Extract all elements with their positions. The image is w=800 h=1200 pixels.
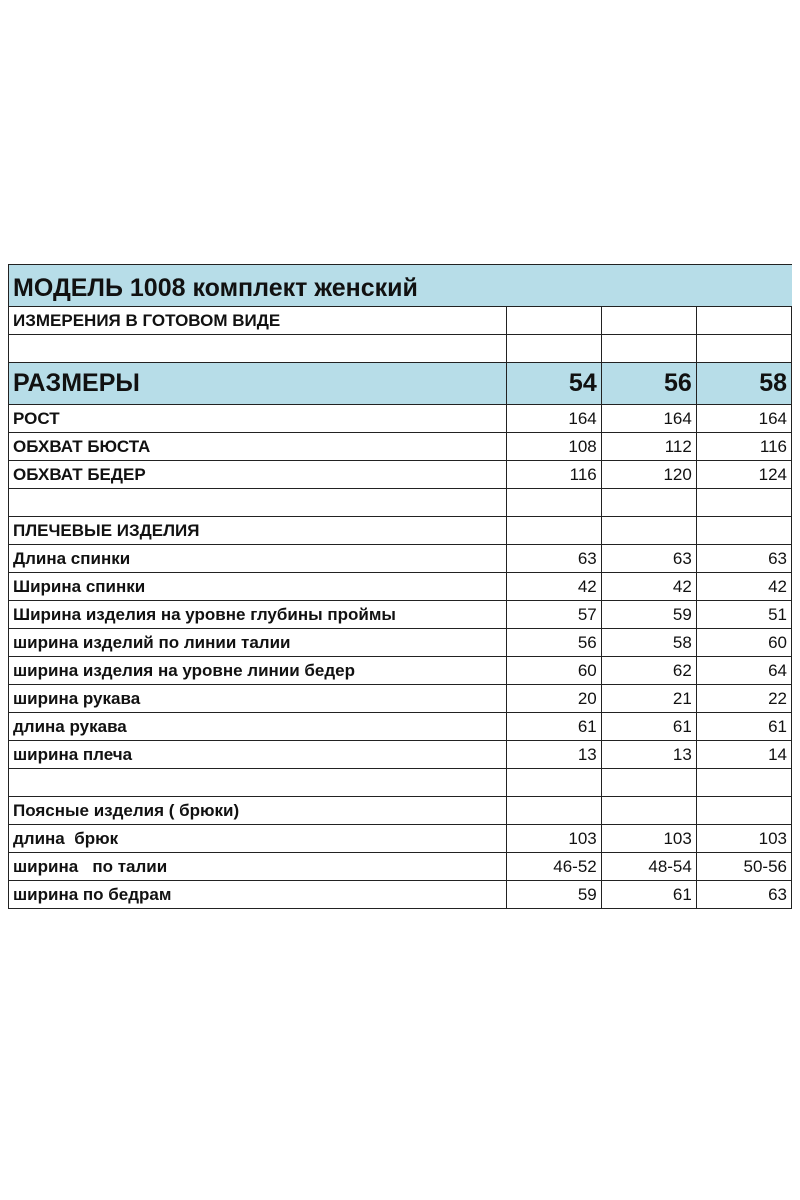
row-value: 103	[506, 825, 601, 853]
table-row	[9, 741, 792, 769]
row-label: ширина изделия на уровне линии бедер	[9, 657, 507, 685]
sizes-row	[9, 363, 792, 405]
row-value: 60	[696, 629, 791, 657]
row-value: 59	[506, 881, 601, 909]
size-header: 58	[696, 363, 791, 405]
model-title: МОДЕЛЬ 1008 комплект женский	[9, 265, 792, 307]
row-value: 13	[506, 741, 601, 769]
row-label: длина брюк	[9, 825, 507, 853]
table-row	[9, 573, 792, 601]
row-value: 108	[506, 433, 601, 461]
size-header: 54	[506, 363, 601, 405]
row-label: Длина спинки	[9, 545, 507, 573]
row-label: длина рукава	[9, 713, 507, 741]
row-value: 59	[601, 601, 696, 629]
table-row	[9, 825, 792, 853]
size-header: 56	[601, 363, 696, 405]
row-value: 57	[506, 601, 601, 629]
table-row	[9, 853, 792, 881]
table-row	[9, 433, 792, 461]
row-value: 164	[601, 405, 696, 433]
row-value: 42	[601, 573, 696, 601]
row-value: 60	[506, 657, 601, 685]
row-value: 116	[506, 461, 601, 489]
row-label: ширина рукава	[9, 685, 507, 713]
row-value: 56	[506, 629, 601, 657]
table-row	[9, 405, 792, 433]
table-row	[9, 881, 792, 909]
row-value: 120	[601, 461, 696, 489]
row-value: 103	[601, 825, 696, 853]
section-row	[9, 517, 792, 545]
row-value: 63	[506, 545, 601, 573]
row-value: 112	[601, 433, 696, 461]
row-label: ширина по бедрам	[9, 881, 507, 909]
row-value: 21	[601, 685, 696, 713]
blank-row	[9, 335, 792, 363]
row-value: 22	[696, 685, 791, 713]
row-value: 61	[506, 713, 601, 741]
row-label: Ширина спинки	[9, 573, 507, 601]
table-row	[9, 461, 792, 489]
row-label: РОСТ	[9, 405, 507, 433]
row-label: ОБХВАТ БЕДЕР	[9, 461, 507, 489]
row-value: 61	[601, 881, 696, 909]
row-value: 46-52	[506, 853, 601, 881]
row-label: ширина изделий по линии талии	[9, 629, 507, 657]
row-value: 63	[601, 545, 696, 573]
row-value: 20	[506, 685, 601, 713]
sizes-label: РАЗМЕРЫ	[9, 363, 507, 405]
row-label: ширина по талии	[9, 853, 507, 881]
row-value: 61	[601, 713, 696, 741]
row-value: 63	[696, 545, 791, 573]
table-row	[9, 545, 792, 573]
row-value: 51	[696, 601, 791, 629]
blank-row	[9, 489, 792, 517]
measure-note: ИЗМЕРЕНИЯ В ГОТОВОМ ВИДЕ	[9, 307, 507, 335]
row-value: 116	[696, 433, 791, 461]
row-value: 48-54	[601, 853, 696, 881]
row-value: 42	[506, 573, 601, 601]
row-label: ширина плеча	[9, 741, 507, 769]
table-row	[9, 713, 792, 741]
row-value: 14	[696, 741, 791, 769]
row-label: Ширина изделия на уровне глубины проймы	[9, 601, 507, 629]
shoulder-section-title: ПЛЕЧЕВЫЕ ИЗДЕЛИЯ	[9, 517, 507, 545]
table-row	[9, 629, 792, 657]
row-value: 61	[696, 713, 791, 741]
measure-note-row	[9, 307, 792, 335]
waist-section-title: Поясные изделия ( брюки)	[9, 797, 507, 825]
size-chart-table	[8, 264, 792, 909]
row-value: 63	[696, 881, 791, 909]
row-value: 164	[506, 405, 601, 433]
row-value: 42	[696, 573, 791, 601]
row-value: 50-56	[696, 853, 791, 881]
section-row	[9, 797, 792, 825]
row-value: 13	[601, 741, 696, 769]
row-label: ОБХВАТ БЮСТА	[9, 433, 507, 461]
row-value: 124	[696, 461, 791, 489]
table-row	[9, 657, 792, 685]
title-row	[9, 265, 792, 307]
blank-row	[9, 769, 792, 797]
row-value: 164	[696, 405, 791, 433]
size-chart-sheet	[8, 264, 792, 909]
table-row	[9, 685, 792, 713]
row-value: 58	[601, 629, 696, 657]
row-value: 103	[696, 825, 791, 853]
table-row	[9, 601, 792, 629]
row-value: 64	[696, 657, 791, 685]
row-value: 62	[601, 657, 696, 685]
